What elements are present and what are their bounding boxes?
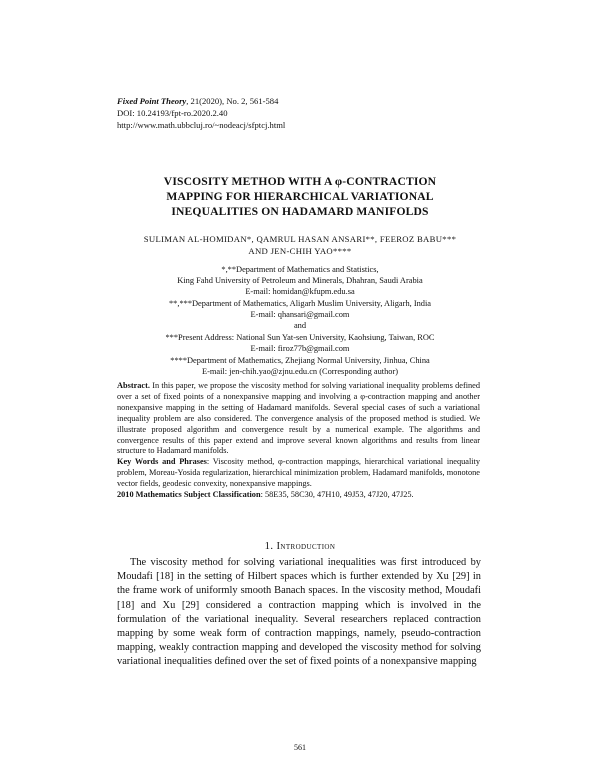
keywords-paragraph: [117, 457, 480, 490]
affiliation-connector: and: [293, 321, 307, 330]
abstract-text: In this paper, we propose the viscosity method for solving variational inequality problems defined over a set of fixed points of a nonexpansive mapping and involving a φ-contraction mapping and another nonexpansive mapping in the setting of Hadamard manifolds. Several special cases of such a variational inequality problem are also considered. The convergence analysis of the proposed method is studied. We illustrate proposed algorithm and convergence result by a numerical example. The algorithms and convergence results of this paper extend and improve several known algorithms and results from linear structure to Hadamard manifolds.: [117, 381, 480, 456]
msc-codes: : 58E35, 58C30, 47H10, 49J53, 47J20, 47J25.: [260, 490, 414, 500]
abstract-paragraph: [117, 381, 480, 457]
affiliation-email: E-mail: jen-chih.yao@zjnu.edu.cn (Corresponding author): [201, 367, 399, 376]
author-list: [100, 233, 500, 257]
affiliation-email: E-mail: qhansari@gmail.com: [250, 310, 350, 319]
affiliation-line: King Fahd University of Petroleum and Minerals, Dhahran, Saudi Arabia: [177, 276, 423, 285]
page-number: 561: [294, 743, 306, 752]
title-line-3: INEQUALITIES ON HADAMARD MANIFOLDS: [171, 205, 429, 218]
authors-line-1: SULIMAN AL-HOMIDAN*, QAMRUL HASAN ANSARI**, FEEROZ BABU***: [143, 234, 457, 244]
affiliation-kfupm: [100, 264, 500, 297]
affiliation-line: ***Present Address: National Sun Yat-sen University, Kaohsiung, Taiwan, ROC: [165, 333, 435, 342]
introduction-text: [117, 556, 481, 670]
affiliation-line: **,***Department of Mathematics, Aligarh Muslim University, Aligarh, India: [168, 299, 432, 308]
body-paragraph: The viscosity method for solving variational inequalities was first introduced by Moudafi [18] in the setting of Hilbert spaces which is further extended by Xu [29] in the frame work of uniformly smooth Banach spaces. In the viscosity method, Moudafi [18] and Xu [29] considered a contraction mapping which is involved in the formulation of the variational inequality. Several researchers replaced contraction mapping by some weak form of contraction mappings, namely, pseudo-contraction mapping, weakly contraction mapping and developed the viscosity method for solving variational inequalities defined over the set of fixed points of a nonexpansive mapping: [117, 557, 481, 668]
abstract-block: [117, 381, 480, 501]
affiliation-email: E-mail: homidan@kfupm.edu.sa: [245, 287, 355, 296]
keywords-label: Key Words and Phrases: [117, 457, 207, 467]
authors-line-2: AND JEN-CHIH YAO****: [248, 246, 352, 256]
affiliation-nsysu: [100, 332, 500, 354]
journal-volume: , 21(2020), No. 2, 561-584: [186, 96, 279, 106]
paper-title: [100, 174, 500, 219]
msc-label: 2010 Mathematics Subject Classification: [117, 490, 261, 500]
affiliation-amu: [100, 298, 500, 331]
journal-url: http://www.math.ubbcluj.ro/~nodeacj/sfptcj.html: [117, 120, 286, 130]
section-title: Introduction: [276, 541, 336, 552]
title-line-2: MAPPING FOR HIERARCHICAL VARIATIONAL: [166, 190, 434, 203]
title-line-1: VISCOSITY METHOD WITH A φ-CONTRACTION: [163, 175, 437, 188]
affiliation-email: E-mail: firoz77b@gmail.com: [250, 344, 350, 353]
affiliation-line: ****Department of Mathematics, Zhejiang Normal University, Jinhua, China: [170, 356, 430, 365]
abstract-label: Abstract.: [117, 381, 150, 390]
affiliation-line: *,**Department of Mathematics and Statistics,: [221, 265, 379, 274]
section-heading: [100, 541, 500, 552]
journal-header: [117, 95, 285, 131]
keywords-text: : Viscosity method, φ-contraction mappings, hierarchical variational inequality problem, Moreau-Yosida regularization, hierarchical minimization problem, Hadamard manifolds, monotone vector fields, geodesic convexity, nonexpansive mappings.: [117, 457, 481, 489]
affiliation-zjnu: [100, 355, 500, 377]
section-number: 1.: [264, 541, 277, 552]
journal-doi: DOI: 10.24193/fpt-ro.2020.2.40: [117, 108, 228, 118]
journal-name: Fixed Point Theory: [117, 96, 187, 106]
journal-citation: [117, 95, 285, 107]
msc-paragraph: [117, 490, 480, 501]
